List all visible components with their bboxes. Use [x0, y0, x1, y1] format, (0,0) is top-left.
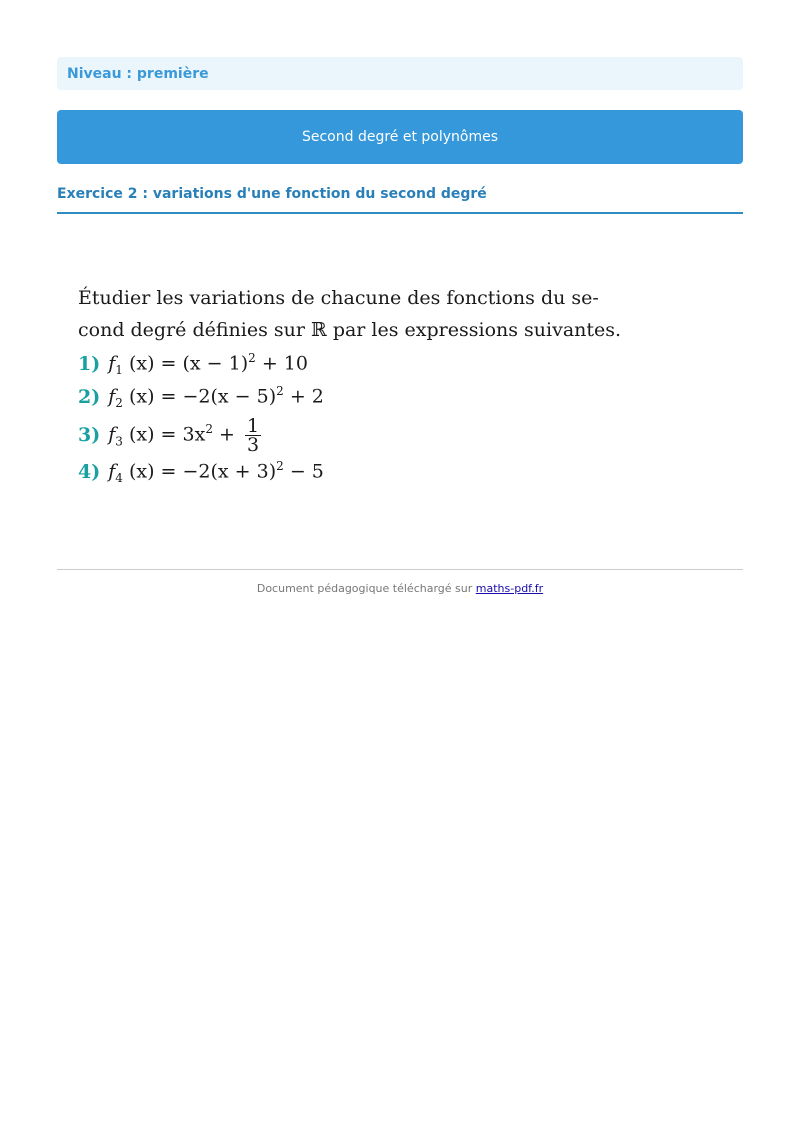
question-expression: $f_3$ $(x) = 3x^2$ + $\frac{1}{3}$: [108, 414, 260, 456]
footer-divider: [57, 569, 743, 570]
fraction: $\frac{1}{3}$: [246, 414, 260, 456]
subject-title: Second degré et polynômes: [301, 129, 499, 145]
question-expression: $f_2$ $(x) = -2(x - 5)^2 + 2$: [108, 383, 324, 411]
question-2: [78, 382, 324, 412]
question-1: [78, 349, 308, 379]
question-number: 4): [78, 461, 101, 483]
question-expression: $f_1$ $(x) = (x - 1)^2 + 10$: [108, 350, 308, 378]
statement-line-2: cond degré définies sur ℝ par les expressions suivantes.: [78, 319, 622, 341]
statement-line-1: Étudier les variations de chacune des fonctions du se-: [78, 287, 599, 309]
footer: [57, 582, 743, 595]
question-expression: $f_4$ $(x) = -2(x + 3)^2 - 5$: [108, 458, 324, 486]
level-label: Niveau : première: [67, 65, 209, 82]
question-4: [78, 457, 324, 487]
question-number: 2): [78, 386, 101, 408]
level-banner: [57, 57, 743, 90]
question-number: 1): [78, 353, 101, 375]
exercise-title: Exercice 2 : variations d'une fonction du second degré: [57, 186, 743, 214]
subject-banner: [57, 110, 743, 164]
footer-text: Document pédagogique téléchargé sur: [256, 582, 473, 595]
question-3: [78, 412, 261, 458]
footer-link[interactable]: maths-pdf.fr: [475, 582, 544, 595]
question-number: 3): [78, 424, 101, 446]
exercise-statement: [78, 282, 638, 346]
